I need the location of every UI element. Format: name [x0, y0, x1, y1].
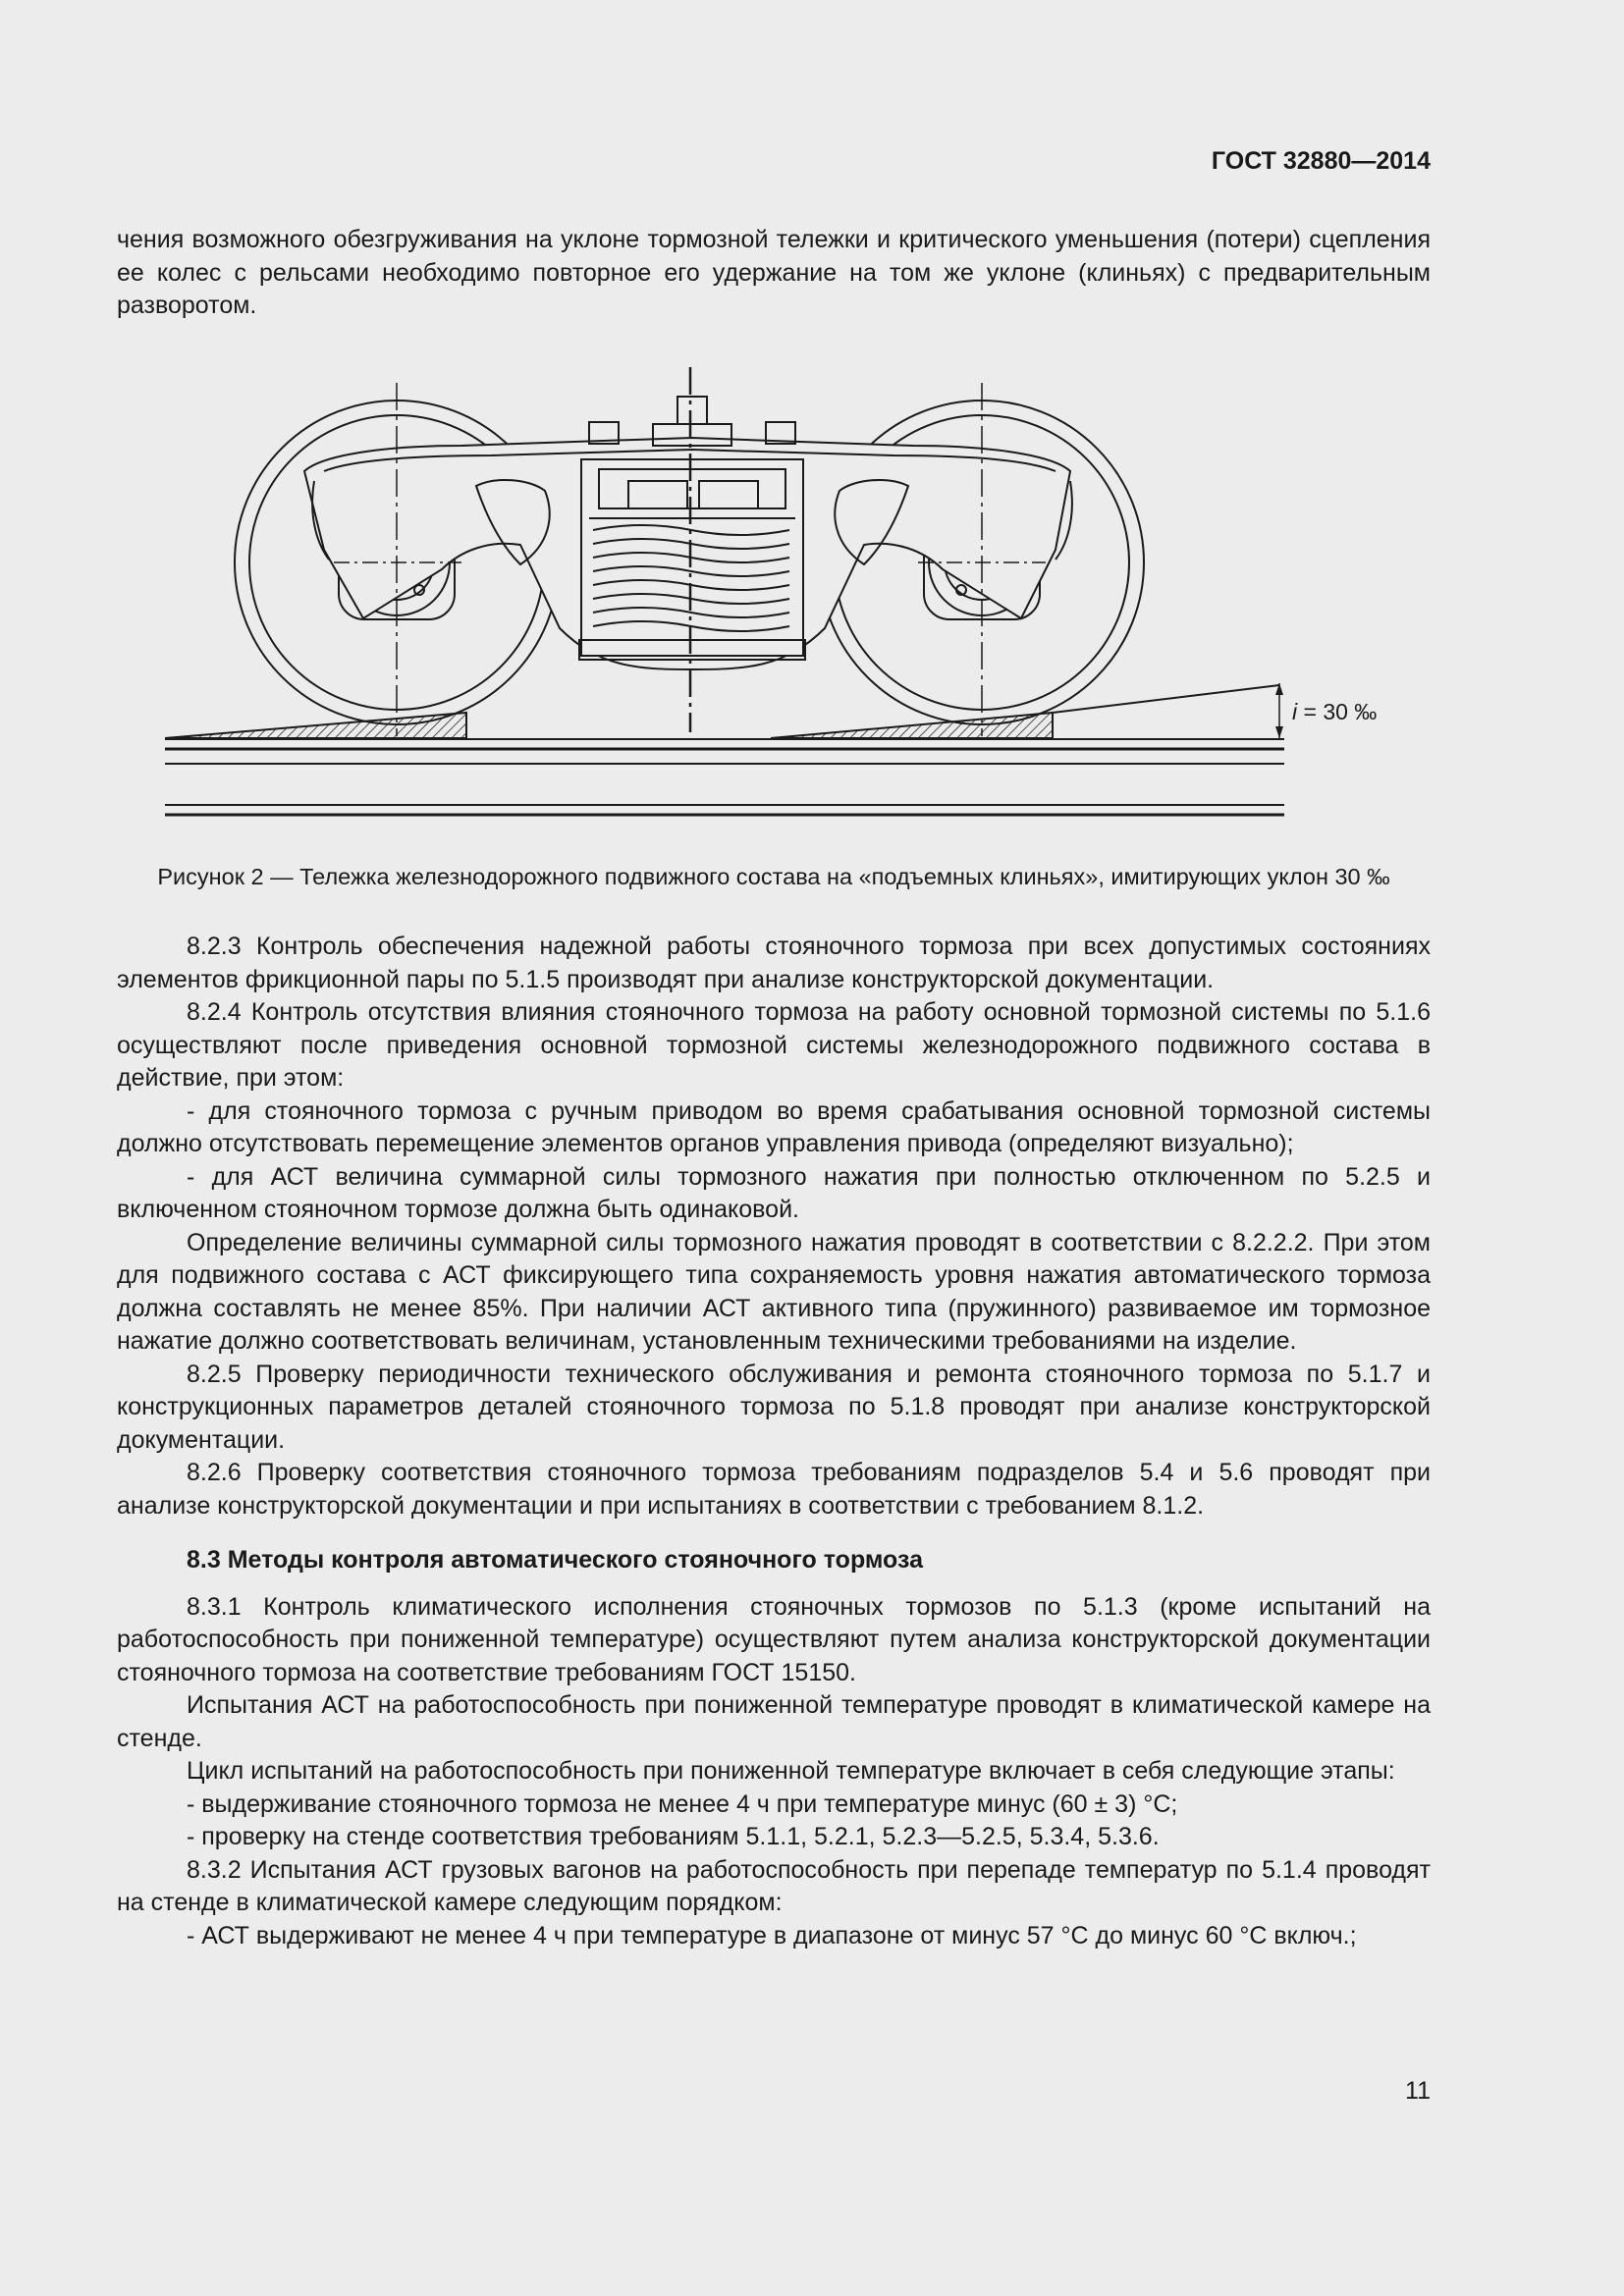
paragraph-8-3-2: 8.3.2 Испытания АСТ грузовых вагонов на работоспособность при перепаде температур по 5.1.4 проводят на стенде в климатической камере следующим порядком:	[117, 1855, 1431, 1916]
list-item-holding: - выдерживание стояночного тормоза не менее 4 ч при температуре минус (60 ± 3) °С;	[187, 1789, 1178, 1818]
paragraph-8-3-1: 8.3.1 Контроль климатического исполнения стояночных тормозов по 5.1.3 (кроме испытаний на работоспособность при пониженной температуре) осуществляют путем анализа конструкторской документации стояночного тормоза на соответствие требованиям ГОСТ 15150.	[117, 1592, 1431, 1686]
bogie-figure	[0, 344, 1624, 825]
slope-variable: i	[1292, 699, 1298, 724]
slope-label	[1292, 699, 1377, 725]
document-code: ГОСТ 32880—2014	[1211, 147, 1431, 175]
page-number: 11	[1405, 2077, 1431, 2105]
section-heading-8-3: 8.3 Методы контроля автоматического стояночного тормоза	[187, 1546, 923, 1574]
bolster-and-springs	[579, 397, 805, 660]
slope-value: = 30 ‰	[1297, 699, 1378, 724]
paragraph-8-2-5: 8.2.5 Проверку периодичности технического обслуживания и ремонта стояночного тормоза по 5.1.7 и конструкционных параметров деталей стояночного тормоза по 5.1.8 проводят при анализе конструкторской документации.	[117, 1360, 1431, 1454]
body-text	[117, 931, 1431, 1952]
paragraph-brake-force: Определение величины суммарной силы тормозного нажатия проводят в соответствии с 8.2.2.2. При этом для подвижного состава с АСТ фиксирующего типа сохраняемость уровня нажатия автоматического тормоза должна составлять не менее 85%. При наличии АСТ активного типа (пружинного) развиваемое им тормозное нажатие должно соответствовать величинам, установленным техническими требованиями на изделие.	[117, 1228, 1431, 1355]
list-item-stand-check: - проверку на стенде соответствия требованиям 5.1.1, 5.2.1, 5.2.3—5.2.5, 5.3.4, 5.3.6.	[187, 1823, 1160, 1850]
figure-caption: Рисунок 2 — Тележка железнодорожного подвижного состава на «подъемных клиньях», имитирующих уклон 30 ‰	[157, 864, 1390, 889]
rails	[165, 739, 1284, 815]
paragraph-low-temp-test: Испытания АСТ на работоспособность при пониженной температуре проводят в климатической камере на стенде.	[117, 1691, 1431, 1752]
paragraph-8-2-6: 8.2.6 Проверку соответствия стояночного тормоза требованиям подразделов 5.4 и 5.6 проводят при анализе конструкторской документации и при испытаниях в соответствии с требованием 8.1.2.	[117, 1459, 1431, 1520]
list-item-ast-holding: - АСТ выдерживают не менее 4 ч при температуре в диапазоне от минус 57 °С до минус 60 °С включ.;	[187, 1921, 1357, 1949]
paragraph-8-2-4: 8.2.4 Контроль отсутствия влияния стояночного тормоза на работу основной тормозной системы по 5.1.6 осуществляют после приведения основной тормозной системы железнодорожного подвижного состава в действие, при этом:	[117, 998, 1431, 1092]
intro-paragraph: чения возможного обезгруживания на уклоне тормозной тележки и критического уменьшения (потери) сцепления ее колес с рельсами необходимо повторное его удержание на том же уклоне (клиньях) с предварительным разворотом.	[117, 226, 1431, 319]
slope-dimension	[1275, 683, 1283, 738]
lifting-wedge-left	[165, 713, 466, 738]
lifting-wedge-right	[771, 685, 1279, 738]
paragraph-test-cycle: Цикл испытаний на работоспособность при пониженной температуре включает в себя следующие этапы:	[187, 1757, 1395, 1785]
list-item-ast: - для АСТ величина суммарной силы тормозного нажатия при полностью отключенном по 5.2.5 и включенном стояночном тормозе должна быть одинаковой.	[117, 1162, 1431, 1223]
list-item-manual-drive: - для стояночного тормоза с ручным приводом во время срабатывания основной тормозной системы должно отсутствовать перемещение элементов органов управления привода (определяют визуально);	[117, 1096, 1431, 1157]
paragraph-8-2-3: 8.2.3 Контроль обеспечения надежной работы стояночного тормоза при всех допустимых состояниях элементов фрикционной пары по 5.1.5 производят при анализе конструкторской документации.	[117, 933, 1431, 993]
